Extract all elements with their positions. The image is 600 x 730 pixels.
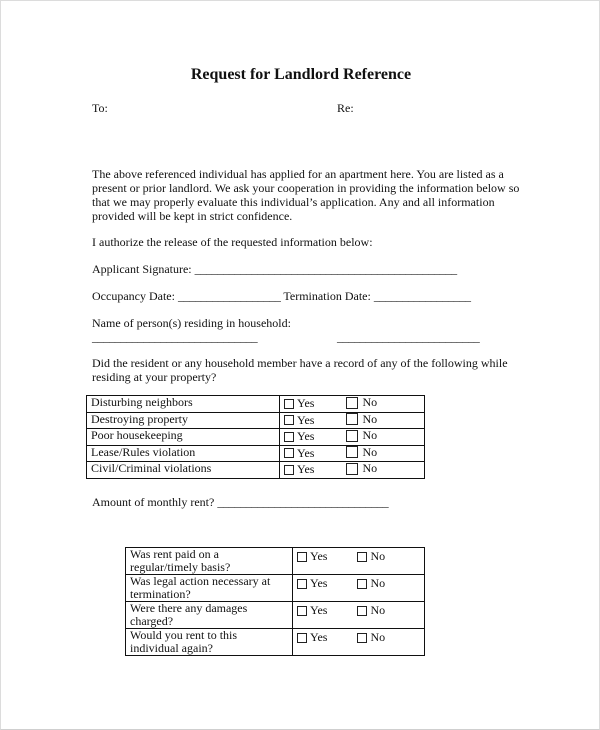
no-label: No [362, 428, 378, 442]
table-row [87, 445, 425, 462]
no-label: No [362, 461, 378, 475]
table-row [126, 629, 425, 656]
answer-cell [280, 396, 425, 413]
checkbox-icon[interactable] [284, 415, 294, 425]
yes-option[interactable] [284, 463, 314, 476]
intro-line: provided will be kept in strict confidence. [92, 209, 293, 223]
record-item: Lease/Rules violation [87, 445, 280, 462]
checkbox-icon[interactable] [357, 579, 367, 589]
checkbox-icon[interactable] [297, 633, 307, 643]
yes-label: Yes [310, 549, 328, 563]
rent-question: Was rent paid on a regular/timely basis? [126, 548, 293, 575]
no-option[interactable] [357, 604, 385, 617]
rent-question: Would you rent to this individual again? [126, 629, 293, 656]
dates-row [92, 289, 471, 303]
yes-label: Yes [310, 630, 328, 644]
yes-label: Yes [297, 429, 315, 443]
intro-line: that we may properly evaluate this individual’s application. Any and all information [92, 195, 495, 209]
no-option[interactable] [346, 446, 377, 459]
to-label: To: [92, 101, 108, 115]
occupancy-date-field[interactable]: __________________ [177, 289, 281, 303]
no-option[interactable] [346, 429, 377, 442]
record-item: Poor housekeeping [87, 429, 280, 446]
no-option[interactable] [346, 396, 377, 409]
termination-date-field[interactable]: _________________ [373, 289, 471, 303]
document-title: Request for Landlord Reference [190, 66, 412, 83]
intro-line: present or prior landlord. We ask your cooperation in providing the information below so [92, 181, 520, 195]
no-label: No [370, 603, 386, 617]
yes-label: Yes [297, 412, 315, 427]
table-row [126, 575, 425, 602]
no-label: No [362, 444, 378, 459]
answer-cell [293, 575, 425, 602]
checkbox-icon[interactable] [284, 448, 294, 458]
rent-table [125, 547, 425, 656]
rent-field[interactable]: ______________________________ [217, 495, 389, 509]
yes-label: Yes [310, 576, 328, 590]
yes-option[interactable] [297, 550, 327, 563]
no-option[interactable] [357, 631, 385, 644]
yes-option[interactable] [297, 631, 327, 644]
no-label: No [362, 411, 378, 426]
rent-question: Was legal action necessary at termination? [126, 575, 293, 602]
yes-label: Yes [310, 603, 328, 617]
authorize-text: I authorize the release of the requested information below: [92, 235, 373, 249]
table-row [87, 412, 425, 429]
household-field-1[interactable]: _____________________________ [92, 330, 258, 344]
re-label: Re: [337, 101, 354, 115]
signature-label: Applicant Signature: [92, 262, 192, 276]
checkbox-icon[interactable] [346, 446, 358, 458]
table-row [87, 396, 425, 413]
checkbox-icon[interactable] [297, 579, 307, 589]
checkbox-icon[interactable] [357, 606, 367, 616]
no-option[interactable] [346, 462, 377, 475]
record-question-line: residing at your property? [92, 370, 217, 384]
answer-cell [293, 602, 425, 629]
checkbox-icon[interactable] [346, 463, 358, 475]
yes-option[interactable] [297, 577, 327, 590]
table-row [87, 462, 425, 479]
household-field-2[interactable]: _________________________ [337, 330, 480, 344]
answer-cell [280, 462, 425, 479]
termination-date-label: Termination Date: [283, 289, 371, 303]
yes-option[interactable] [284, 414, 314, 427]
rent-row [92, 495, 388, 509]
checkbox-icon[interactable] [284, 399, 294, 409]
answer-cell [293, 629, 425, 656]
no-option[interactable] [346, 413, 377, 426]
no-label: No [370, 630, 386, 644]
checkbox-icon[interactable] [346, 413, 358, 425]
checkbox-icon[interactable] [357, 552, 367, 562]
record-item: Disturbing neighbors [87, 396, 280, 413]
record-table [86, 395, 425, 479]
signature-row [92, 262, 457, 276]
checkbox-icon[interactable] [284, 432, 294, 442]
occupancy-date-label: Occupancy Date: [92, 289, 175, 303]
table-row [87, 429, 425, 446]
answer-cell [293, 548, 425, 575]
answer-cell [280, 412, 425, 429]
checkbox-icon[interactable] [346, 397, 358, 409]
household-label: Name of person(s) residing in household: [92, 316, 291, 330]
answer-cell [280, 445, 425, 462]
yes-label: Yes [297, 445, 315, 460]
rent-question: Were there any damages charged? [126, 602, 293, 629]
record-question [92, 356, 508, 384]
no-label: No [370, 576, 386, 590]
record-item: Civil/Criminal violations [87, 462, 280, 479]
checkbox-icon[interactable] [297, 606, 307, 616]
intro-line: The above referenced individual has applied for an apartment here. You are listed as a [92, 167, 504, 181]
yes-option[interactable] [284, 447, 314, 460]
rent-label: Amount of monthly rent? [92, 495, 215, 509]
checkbox-icon[interactable] [297, 552, 307, 562]
record-item: Destroying property [87, 412, 280, 429]
yes-option[interactable] [297, 604, 327, 617]
yes-option[interactable] [284, 430, 314, 443]
no-label: No [370, 549, 386, 563]
record-question-line: Did the resident or any household member have a record of any of the following while [92, 356, 508, 370]
no-option[interactable] [357, 550, 385, 563]
intro-paragraph [92, 167, 522, 223]
table-row [126, 548, 425, 575]
no-label: No [362, 395, 378, 409]
signature-field[interactable]: ______________________________________________ [194, 262, 457, 276]
yes-label: Yes [297, 462, 315, 476]
answer-cell [280, 429, 425, 446]
no-option[interactable] [357, 577, 385, 590]
yes-option[interactable] [284, 397, 314, 410]
table-row [126, 602, 425, 629]
checkbox-icon[interactable] [284, 465, 294, 475]
checkbox-icon[interactable] [357, 633, 367, 643]
checkbox-icon[interactable] [346, 430, 358, 442]
yes-label: Yes [297, 396, 315, 410]
